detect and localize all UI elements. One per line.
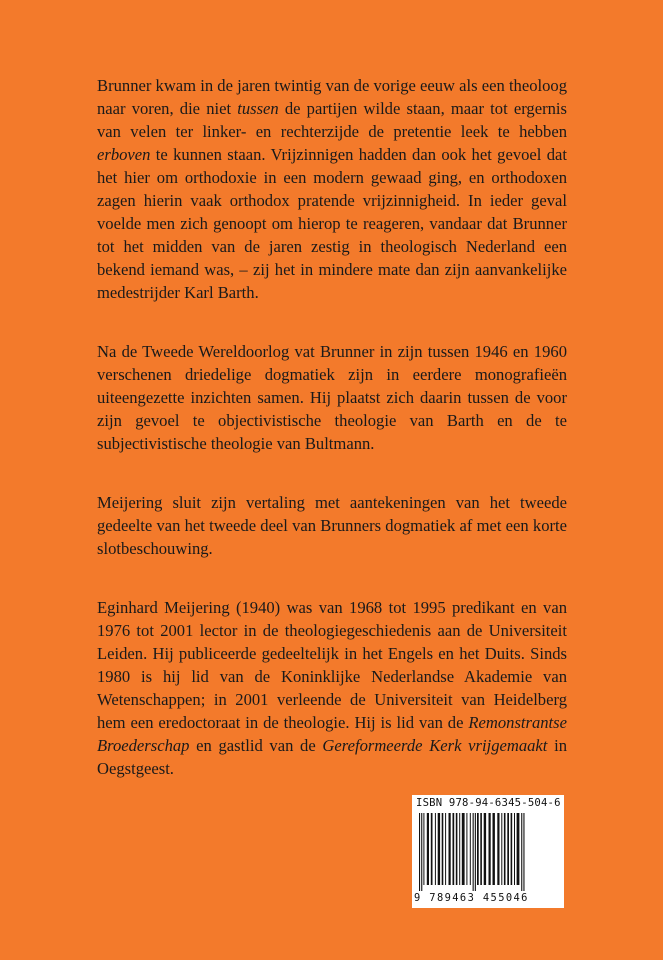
barcode-bar xyxy=(477,813,479,885)
text-segment: Na de Tweede Wereldoorlog vat Brunner in zijn tussen 1946 en 1960 verschenen driedelige dogmatiek zijn in eerdere monografieën uiteengezette inzichten samen. Hij plaatst zich daarin tussen de voor zijn gevoel te objectivistische theologie van Barth en de te subjectivistische theologie van Bultmann. xyxy=(97,342,567,453)
barcode-bar xyxy=(421,813,422,891)
text-segment: Eginhard Meijering (1940) was van 1968 tot 1995 predikant en van 1976 tot 2001 lector in de theologiegeschiedenis aan de Universiteit Leiden. Hij publiceerde gedeeltelijk in het Engels en het Duits. Sinds 1980 is hij lid van de Koninklijke Nederlandse Akademie van Wetenschappen; in 2001 verleende de Universiteit van Heidelberg hem een eredoctoraat in de theologie. Hij is lid van de xyxy=(97,598,567,732)
barcode-bar xyxy=(442,813,444,885)
barcode-bar xyxy=(423,813,424,885)
barcode-bar xyxy=(459,813,460,885)
barcode-bar xyxy=(438,813,440,885)
barcode-bar xyxy=(427,813,429,885)
barcode-bar xyxy=(517,813,520,885)
italic-segment: Gereformeerde Kerk vrijgemaakt xyxy=(322,736,548,755)
barcode-bar xyxy=(507,813,509,885)
barcode-bar xyxy=(511,813,513,885)
barcode-bar xyxy=(431,813,433,885)
barcode-digits: 9 789463 455046 xyxy=(414,892,529,904)
paragraph-3 xyxy=(97,491,567,560)
isbn-barcode xyxy=(412,795,564,908)
text-segment: in Oegstgeest. xyxy=(97,736,568,778)
barcode-bar xyxy=(475,813,476,891)
text-segment: Brunner kwam in de jaren twintig van de vorige eeuw als een theoloog naar voren, die niet xyxy=(97,76,568,118)
barcode-bar xyxy=(501,813,502,885)
barcode-bar xyxy=(493,813,495,885)
barcode-bar xyxy=(504,813,506,885)
barcode-bar xyxy=(435,813,436,885)
text-segment: te kunnen staan. Vrijzinnigen hadden dan ook het gevoel dat het hier om orthodoxie in een modern gewaad ging, en orthodoxen zagen hierin vaak orthodox pratende vrijzinnigheid. In ieder geval voelde men zich genoopt om hierop te reageren, vandaar dat Brunner tot het midden van de jaren zestig in theologisch Nederland een bekend iemand was, – zij het in mindere mate dan zijn aanvankelijke medestrijder Karl Barth. xyxy=(97,145,567,302)
barcode-bar xyxy=(514,813,515,885)
barcode-bar xyxy=(521,813,522,891)
barcode-bar xyxy=(497,813,499,885)
barcode-bars xyxy=(418,813,560,891)
barcode-bar xyxy=(466,813,467,885)
barcode-bar xyxy=(473,813,474,891)
barcode-bar xyxy=(449,813,451,885)
barcode-bar xyxy=(523,813,524,891)
barcode-bar xyxy=(445,813,446,885)
italic-segment: Remonstrantse Broederschap xyxy=(97,713,567,755)
barcode-bar xyxy=(419,813,420,891)
text-segment: Meijering sluit zijn vertaling met aantekeningen van het tweede gedeelte van het tweede deel van Brunners dogmatiek af met een korte slotbeschouwing. xyxy=(97,493,567,558)
paragraph-1 xyxy=(97,74,567,304)
paragraph-4 xyxy=(97,596,567,780)
italic-segment: erboven xyxy=(97,145,151,164)
text-segment: en gastlid van de xyxy=(189,736,323,755)
barcode-bar xyxy=(470,813,471,885)
barcode-bar xyxy=(489,813,491,885)
italic-segment: tussen xyxy=(237,99,279,118)
barcode-bar xyxy=(456,813,458,885)
barcode-bar xyxy=(462,813,465,885)
text-segment: de partijen wilde staan, maar tot ergernis van velen ter linker- en rechterzijde de pretentie leek te hebben xyxy=(97,99,567,141)
barcode-bar xyxy=(484,813,486,885)
isbn-label: ISBN 978-94-6345-504-6 xyxy=(416,797,561,809)
paragraph-2 xyxy=(97,340,567,455)
back-cover-text xyxy=(97,74,567,816)
barcode-bar xyxy=(453,813,455,885)
barcode-bar xyxy=(480,813,482,885)
